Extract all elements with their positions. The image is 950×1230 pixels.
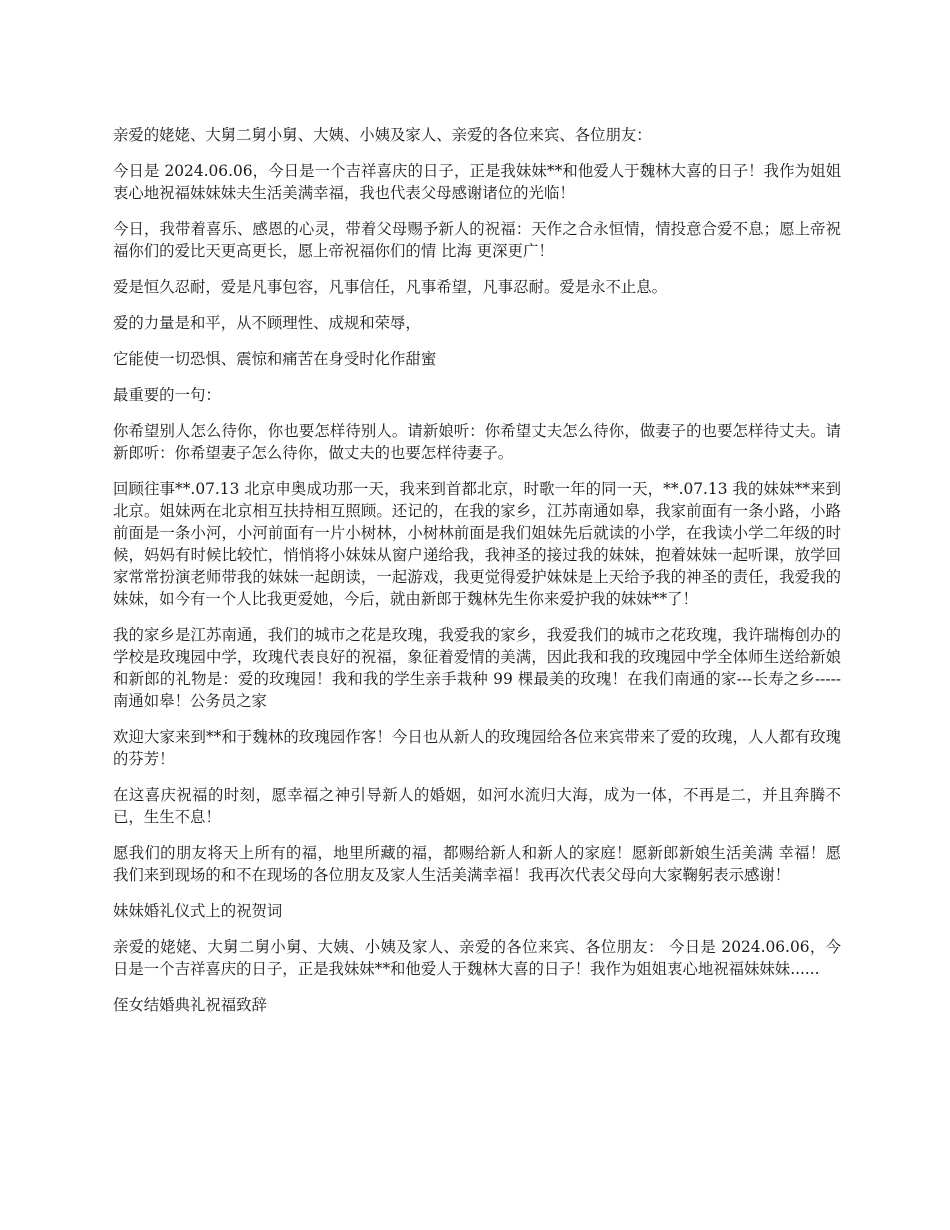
related-excerpt: 亲爱的姥姥、大舅二舅小舅、大姨、小姨及家人、亲爱的各位来宾、各位朋友： 今日是 2024.06.06，今日是一个吉祥喜庆的日子，正是我妹妹**和他爱人于魏林大喜的日子！我作为姐姐衷心地祝福妹妹妹......	[113, 938, 841, 978]
memories-paragraph: 回顾往事**.07.13 北京申奥成功那一天，我来到首都北京，时歌一年的同一天，**.07.13 我的妹妹**来到北京。姐妹两在北京相互扶持相互照顾。还记的，在我的家乡，江苏南通如皋，我家前面有一条小路，小路前面是一条小河，小河前面有一片小树林，小树林前面是我们姐妹先后就读的小学，在我读小学二年级的时候，妈妈有时候比较忙，悄悄将小妹妹从窗户递给我，我神圣的接过我的妹妹，抱着妹妹一起听课，放学回家常常扮演老师带我的妹妹一起朗读，一起游戏，我更觉得爱护妹妹是上天给予我的神圣的责任，我爱我的妹妹，如今有一个人比我更爱她，今后，就由新郎于魏林先生你来爱护我的妹妹**了！	[113, 480, 841, 608]
related-title-2: 侄女结婚典礼祝福致辞	[113, 996, 267, 1014]
greeting-paragraph: 亲爱的姥姥、大舅二舅小舅、大姨、小姨及家人、亲爱的各位来宾、各位朋友：	[113, 126, 652, 144]
love-sweetness-paragraph: 它能使一切恐惧、震惊和痛苦在身受时化作甜蜜	[113, 350, 437, 368]
joyful-moment-paragraph: 在这喜庆祝福的时刻，愿幸福之神引导新人的婚姻，如河水流归大海，成为一体，不再是二，并且奔腾不已，生生不息！	[113, 786, 841, 826]
closing-paragraph: 愿我们的朋友将天上所有的福，地里所藏的福，都赐给新人和新人的家庭！愿新郎新娘生活美满 幸福！愿我们来到现场的和不在现场的各位朋友及家人生活美满幸福！我再次代表父母向大家鞠躬表示感谢！	[113, 844, 841, 884]
love-power-paragraph: 爱的力量是和平，从不顾理性、成规和荣辱，	[113, 314, 421, 332]
opening-paragraph: 今日是 2024.06.06，今日是一个吉祥喜庆的日子，正是我妹妹**和他爱人于魏林大喜的日子！我作为姐姐衷心地祝福妹妹妹夫生活美满幸福，我也代表父母感谢诸位的光临！	[113, 162, 841, 202]
love-verse-paragraph: 爱是恒久忍耐，爱是凡事包容，凡事信任，凡事希望，凡事忍耐。爱是永不止息。	[113, 278, 668, 296]
golden-rule-paragraph: 你希望别人怎么待你，你也要怎样待别人。请新娘听：你希望丈夫怎么待你，做妻子的也要怎样待丈夫。请新郎听：你希望妻子怎么待你，做丈夫的也要怎样待妻子。	[113, 422, 841, 462]
related-title-1: 妹妹婚礼仪式上的祝贺词	[113, 902, 283, 920]
hometown-paragraph: 我的家乡是江苏南通，我们的城市之花是玫瑰，我爱我的家乡，我爱我们的城市之花玫瑰，我许瑞梅创办的学校是玫瑰园中学，玫瑰代表良好的祝福，象征着爱情的美满，因此我和我的玫瑰园中学全体师生送给新娘和新郎的礼物是：爱的玫瑰园！我和我的学生亲手栽种 99 棵最美的玫瑰！在我们南通的家---长寿之乡-----南通如皋！公务员之家	[113, 626, 841, 710]
blessing-paragraph: 今日，我带着喜乐、感恩的心灵，带着父母赐予新人的祝福：天作之合永恒情，情投意合爱不息；愿上帝祝福你们的爱比天更高更长，愿上帝祝福你们的情 比海 更深更广！	[113, 220, 841, 260]
document-body	[113, 124, 841, 1030]
most-important-heading: 最重要的一句：	[113, 386, 221, 404]
welcome-paragraph: 欢迎大家来到**和于魏林的玫瑰园作客！今日也从新人的玫瑰园给各位来宾带来了爱的玫瑰，人人都有玫瑰的芬芳！	[113, 728, 841, 768]
